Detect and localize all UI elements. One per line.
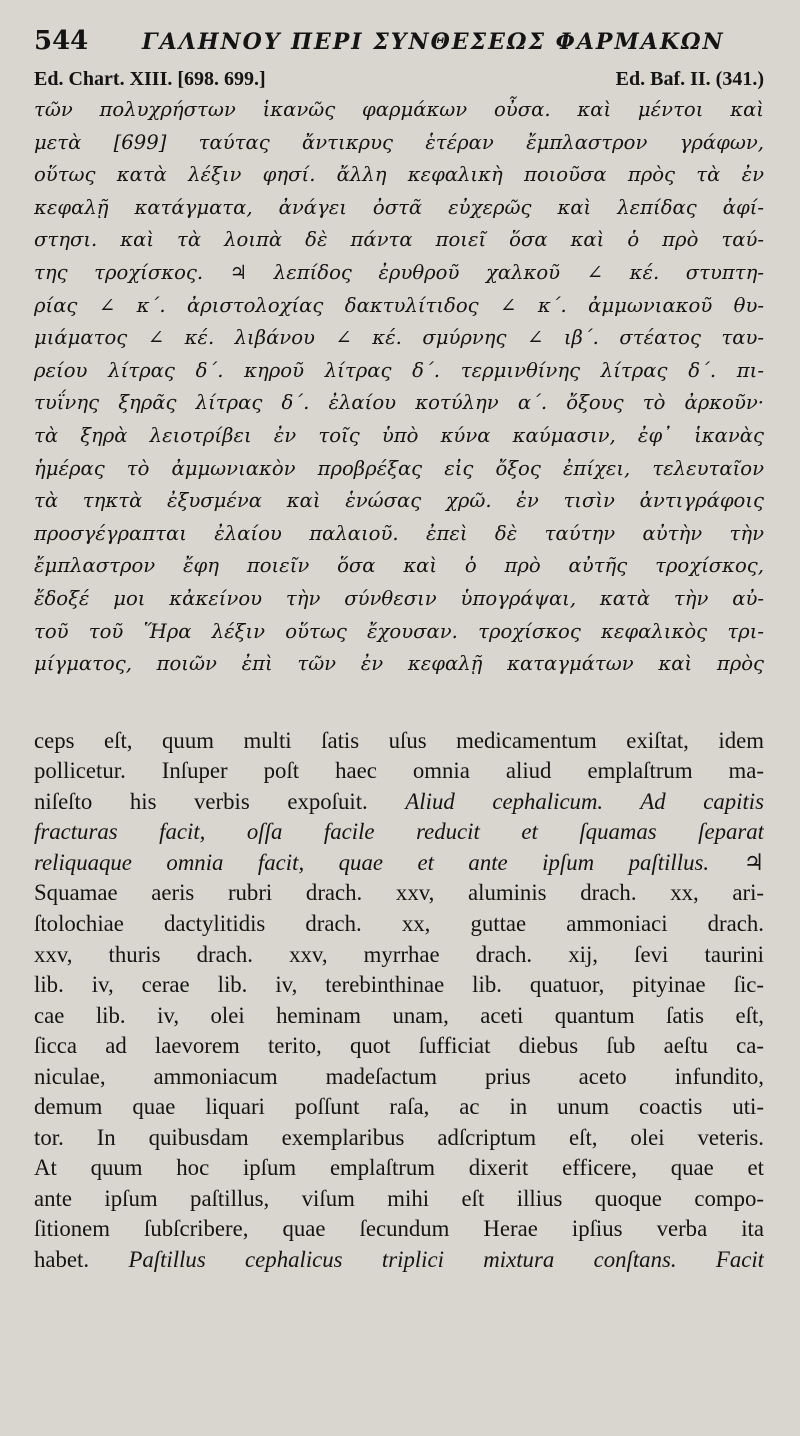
greek-text-line: μίγματος, ποιῶν ἐπὶ τῶν ἐν κεφαλῇ καταγμάτων καὶ πρὸς (34, 652, 764, 676)
greek-text-line: ἔμπλαστρον ἔφη ποιεῖν ὅσα καὶ ὁ πρὸ αὐτῆς τροχίσκος, (34, 554, 764, 578)
latin-text-line: pollicetur. Inſuper poſt haec omnia aliud emplaſtrum ma- (34, 758, 764, 784)
latin-text-line (34, 848, 764, 879)
jupiter-symbol: ♃ (743, 849, 764, 875)
greek-text-line: προσγέγραπται ἐλαίου παλαιοῦ. ἐπεὶ δὲ ταύτην αὐτὴν τὴν (34, 521, 764, 545)
greek-text-line: στησι. καὶ τὰ λοιπὰ δὲ πάντα ποιεῖ ὅσα καὶ ὁ πρὸ ταύ- (34, 228, 764, 252)
greek-text-line: ἡμέρας τὸ ἀμμωνιακὸν προβρέξας εἰς ὄξος ἐπίχει, τελευταῖον (34, 456, 764, 480)
running-head (34, 26, 764, 64)
greek-text-line: οὕτως κατὰ λέξιν φησί. ἄλλη κεφαλικὴ ποιοῦσα πρὸς τὰ ἐν (34, 163, 764, 187)
greek-text-column (34, 94, 764, 681)
greek-text-line: μιάματος ∠ κέ. λιβάνου ∠ κέ. σμύρνης ∠ ιβ΄. στέατος ταυ- (34, 326, 764, 350)
latin-italic-line: fracturas facit, oſſa facile reducit et ſquamas ſeparat (34, 819, 764, 845)
running-title: ΓΑΛΗΝΟΥ ΠΕΡΙ ΣΥΝΘΕΣΕΩΣ ΦΑΡΜΑΚΩΝ (142, 29, 725, 55)
edition-basel-reference: Ed. Baf. II. (341.) (615, 68, 764, 90)
greek-text-line: τυΐνης ξηρᾶς λίτρας δ΄. ἐλαίου κοτύλην α΄. ὄξους τὸ ἀρκοῦν· (34, 391, 764, 415)
edition-reference-line (34, 64, 764, 94)
latin-text-line: tor. In quibusdam exemplaribus adſcriptum eſt, olei veteris. (34, 1124, 764, 1150)
greek-text-line: κεφαλῇ κατάγματα, ἀνάγει ὀστᾶ εὐχερῶς καὶ λεπίδας ἀφί- (34, 195, 764, 219)
latin-text-line (34, 787, 764, 818)
latin-text-line: At quum hoc ipſum emplaſtrum dixerit efficere, quae et (34, 1155, 764, 1181)
latin-text-line: Squamae aeris rubri drach. xxv, aluminis drach. xx, ari- (34, 880, 764, 906)
greek-text-line: της τροχίσκος. ♃ λεπίδος ἐρυθροῦ χαλκοῦ ∠ κέ. στυπτη- (34, 260, 764, 284)
latin-text-segment: habet. (34, 1246, 90, 1272)
latin-italic-segment: Paſtillus cephalicus triplici mixtura conſtans. Facit (128, 1246, 764, 1272)
latin-text-line: lib. iv, cerae lib. iv, terebinthinae lib. quatuor, pityinae ſic- (34, 972, 764, 998)
latin-text-line: ſicca ad laevorem terito, quot ſufficiat diebus ſub aeſtu ca- (34, 1033, 764, 1059)
greek-text-line: τοῦ τοῦ Ἥρα λέξιν οὕτως ἔχουσαν. τροχίσκος κεφαλικὸς τρι- (34, 619, 764, 643)
latin-text-line: demum quae liquari poſſunt raſa, ac in unum coactis uti- (34, 1094, 764, 1120)
latin-italic-segment: reliquaque omnia facit, quae et ante ipſum paſtillus. (34, 849, 710, 875)
greek-text-line: τὰ τηκτὰ ἐξυσμένα καὶ ἑνώσας χρῶ. ἐν τισὶν ἀντιγράφοις (34, 489, 764, 513)
latin-text-line: niculae, ammoniacum madeſactum prius aceto infundito, (34, 1063, 764, 1089)
edition-chartier-reference: Ed. Chart. XIII. [698. 699.] (34, 68, 266, 90)
latin-text-segment: niſeſto his verbis expoſuit. (34, 788, 368, 814)
latin-translation-column (34, 726, 764, 1276)
latin-text-line: ceps eſt, quum multi ſatis uſus medicamentum exiſtat, idem (34, 727, 764, 753)
latin-text-line: xxv, thuris drach. xxv, myrrhae drach. xij, ſevi taurini (34, 941, 764, 967)
latin-italic-segment: Aliud cephalicum. Ad capitis (405, 788, 764, 814)
latin-text-line: ſtolochiae dactylitidis drach. xx, guttae ammoniaci drach. (34, 910, 764, 936)
greek-text-line: μετὰ [699] ταύτας ἄντικρυς ἑτέραν ἔμπλαστρον γράφων, (34, 130, 764, 154)
greek-text-line: τῶν πολυχρήστων ἱκανῶς φαρμάκων οὖσα. καὶ μέντοι καὶ (34, 98, 764, 121)
greek-text-line: ἔδοξέ μοι κἀκείνου τὴν σύνθεσιν ὑπογράψαι, κατὰ τὴν αὐ- (34, 586, 764, 610)
latin-text-line: ſitionem ſubſcribere, quae ſecundum Herae ipſius verba ita (34, 1216, 764, 1242)
latin-text-line (34, 1245, 764, 1276)
latin-text-line: ante ipſum paſtillus, viſum mihi eſt illius quoque compo- (34, 1185, 764, 1211)
latin-text-line: cae lib. iv, olei heminam unam, aceti quantum ſatis eſt, (34, 1002, 764, 1028)
greek-text-line: ρείου λίτρας δ΄. κηροῦ λίτρας δ΄. τερμινθίνης λίτρας δ΄. πι- (34, 358, 764, 382)
greek-text-line: ρίας ∠ κ΄. ἀριστολοχίας δακτυλίτιδος ∠ κ΄. ἀμμωνιακοῦ θυ- (34, 293, 764, 317)
greek-text-line: τὰ ξηρὰ λειοτρίβει ἐν τοῖς ὑπὸ κύνα καύμασιν, ἐφ᾽ ἱκανὰς (34, 423, 764, 447)
page-number: 544 (34, 26, 89, 56)
